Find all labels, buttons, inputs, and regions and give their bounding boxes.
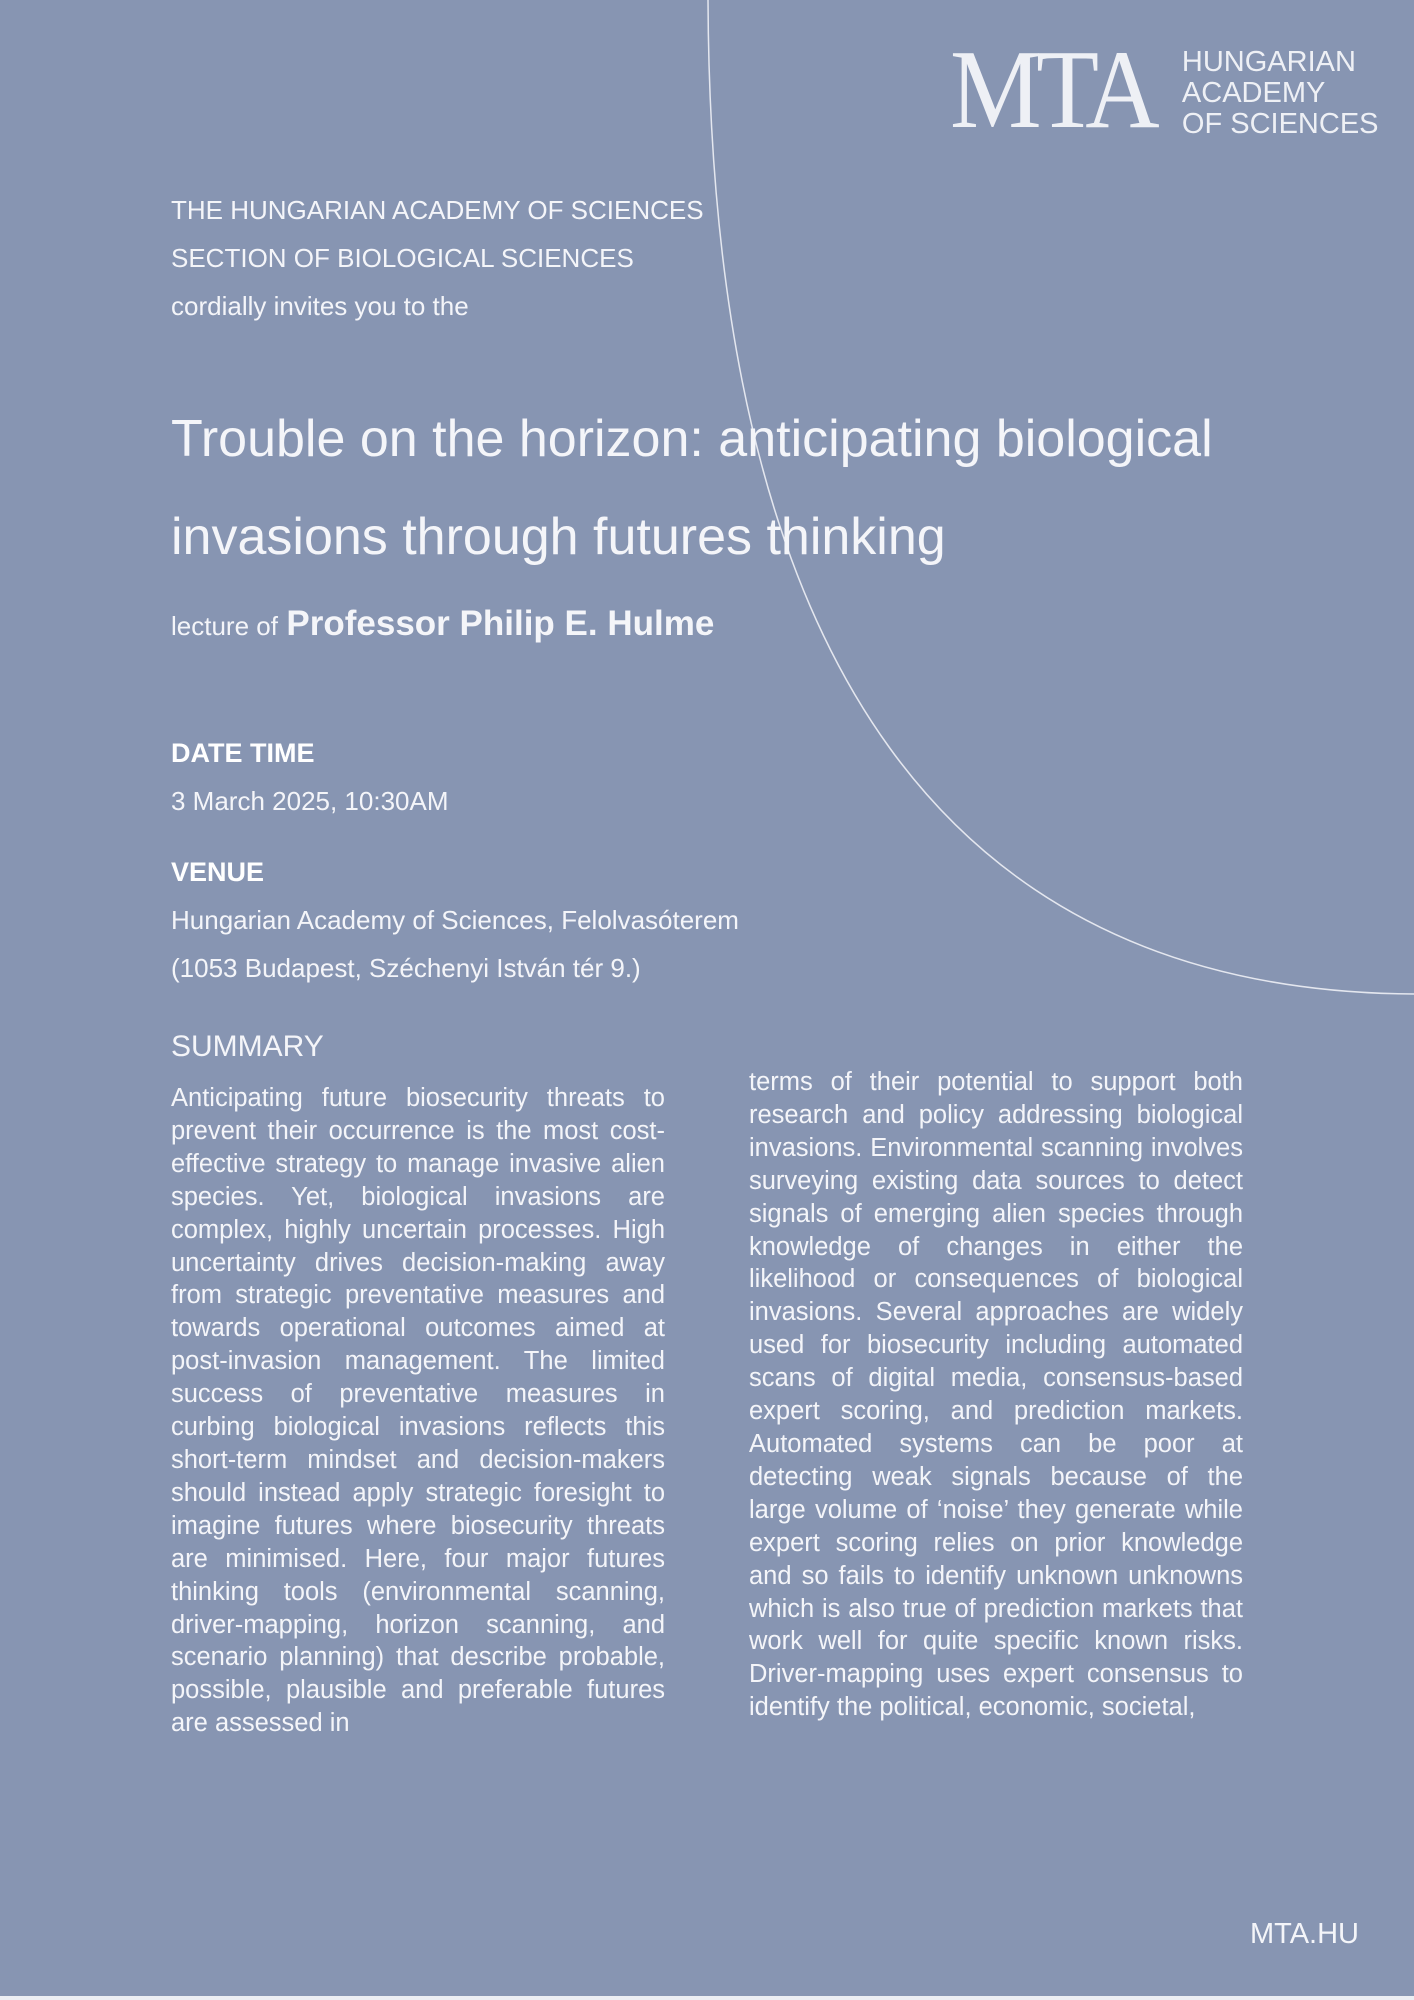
speaker-name: Professor Philip E. Hulme [286, 604, 715, 643]
lecture-title [171, 390, 1311, 586]
mta-logo [950, 28, 1379, 152]
logo-text [1182, 47, 1379, 140]
logo-line-1: HUNGARIAN [1181, 45, 1356, 78]
summary-column-1: Anticipating future biosecurity threats to prevent their occurrence is the most cost-effective strategy to manage invasive alien species. Yet, biological invasions are complex, highly uncertain processes. High uncertainty drives decision-making away from strategic preventative measures and towards operational outcomes aimed at post-invasion management. The limited success of preventative measures in curbing biological invasions reflects this short-term mindset and decision-makers should instead apply strategic foresight to imagine futures where biosecurity threats are minimised. Here, four major futures thinking tools (environmental scanning, driver-mapping, horizon scanning, and scenario planning) that describe probable, possible, plausible and preferable futures are assessed in [171, 1084, 665, 1738]
logo-line-2: ACADEMY [1181, 76, 1326, 109]
title-line-1: Trouble on the horizon: anticipating biological [171, 410, 1213, 468]
invitation-header [171, 186, 704, 330]
datetime-value: 3 March 2025, 10:30AM [171, 786, 449, 816]
summary-heading: SUMMARY [171, 1030, 324, 1063]
title-line-2: invasions through futures thinking [171, 508, 946, 566]
logo-mark: MTA [950, 28, 1155, 152]
venue-label: VENUE [171, 857, 265, 887]
footer-url[interactable]: MTA.HU [1250, 1918, 1360, 1950]
venue-line-2: (1053 Budapest, Széchenyi István tér 9.) [171, 953, 641, 983]
summary-column-2: terms of their potential to support both research and policy addressing biological invasions. Environmental scanning involves surveying existing data sources to detect signals of emerging alien species through knowledge of changes in either the likelihood or consequences of biological invasions. Several approaches are widely used for biosecurity including automated scans of digital media, consensus-based expert scoring, and prediction markets. Automated systems can be poor at detecting weak signals because of the large volume of ‘noise’ they generate while expert scoring relies on prior knowledge and so fails to identify unknown unknowns which is also true of prediction markets that work well for quite specific known risks. Driver-mapping uses expert consensus to identify the political, economic, societal, [749, 1068, 1243, 1722]
bottom-divider [0, 1996, 1414, 2000]
lecturer [171, 604, 714, 644]
logo-line-3: OF SCIENCES [1181, 107, 1379, 140]
header-academy: THE HUNGARIAN ACADEMY OF SCIENCES [171, 195, 704, 225]
datetime-label: DATE TIME [171, 738, 315, 768]
header-invite: cordially invites you to the [171, 291, 469, 321]
lecture-prefix: lecture of [171, 611, 278, 641]
venue-address [171, 896, 739, 992]
header-section: SECTION OF BIOLOGICAL SCIENCES [171, 243, 634, 273]
venue-line-1: Hungarian Academy of Sciences, Felolvasóterem [171, 905, 739, 935]
